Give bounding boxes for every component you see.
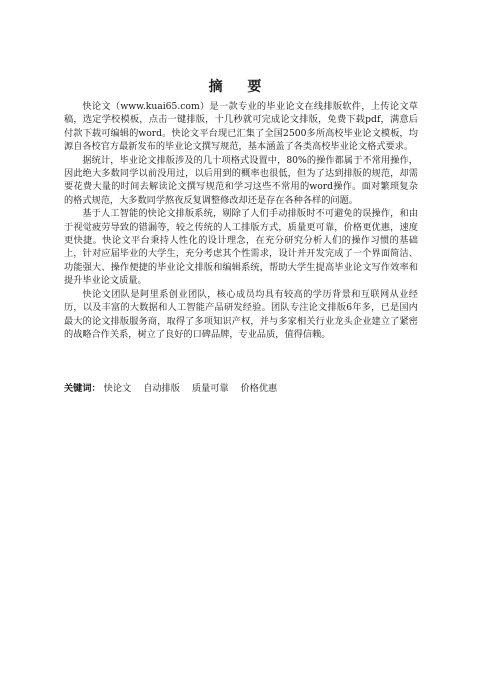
keyword-item: 价格优惠	[240, 383, 278, 394]
keyword-item: 快论文	[103, 383, 132, 394]
abstract-paragraph-4: 快论文团队是阿里系创业团队，核心成员均具有较高的学历背景和互联网从业经历，以及丰富的大数据和人工智能产品研发经验。团队专注论文排版6年多，已是国内最大的论文排版服务商，取得了多项知识产权，并与多家相关行业龙头企业建立了紧密的战略合作关系，树立了良好的口碑品牌，专业品质，值得信赖。	[64, 288, 418, 340]
abstract-body	[64, 100, 418, 341]
abstract-paragraph-3: 基于人工智能的快论文排版系统，剔除了人们手动排版时不可避免的误操作，和由于视觉疲劳导致的错漏等，较之传统的人工排版方式，质量更可靠，价格更优惠，速度更快捷。快论文平台秉持人性化的设计理念，在充分研究分析人们的操作习惯的基础上，针对应届毕业的大学生，充分考虑其个性需求，设计并开发完成了一个界面简洁、功能强大、操作便捷的毕业论文排版和编辑系统，帮助大学生提高毕业论文写作效率和提升毕业论文质量。	[64, 208, 418, 287]
keyword-item: 质量可靠	[191, 383, 229, 394]
keywords-line	[64, 382, 418, 395]
abstract-paragraph-1: 快论文（www.kuai65.com）是一款专业的毕业论文在线排版软件，上传论文草稿，选定学校模板，点击一键排版，十几秒就可完成论文排版，免费下载pdf，满意后付款下载可编辑的word。快论文平台现已汇集了全国2500多所高校毕业论文模板，均源自各校官方最新发布的毕业论文撰写规范，基本涵盖了各类高校毕业论文格式要求。	[64, 101, 418, 153]
keyword-item: 自动排版	[143, 383, 180, 394]
abstract-title: 摘 要	[208, 79, 272, 95]
abstract-paragraph-2: 据统计，毕业论文排版涉及的几十项格式设置中，80%的操作都属于不常用操作，因此绝大多数同学以前没用过，以后用到的概率也很低，但为了达到排版的规范，却需要花费大量的时间去解读论文撰写规范和学习这些不常用的word操作。面对繁琐复杂的格式规范，大多数同学熬夜反复调整修改却还是存在各种各样的问题。	[64, 154, 418, 206]
keywords-label: 关键词：	[64, 383, 101, 394]
